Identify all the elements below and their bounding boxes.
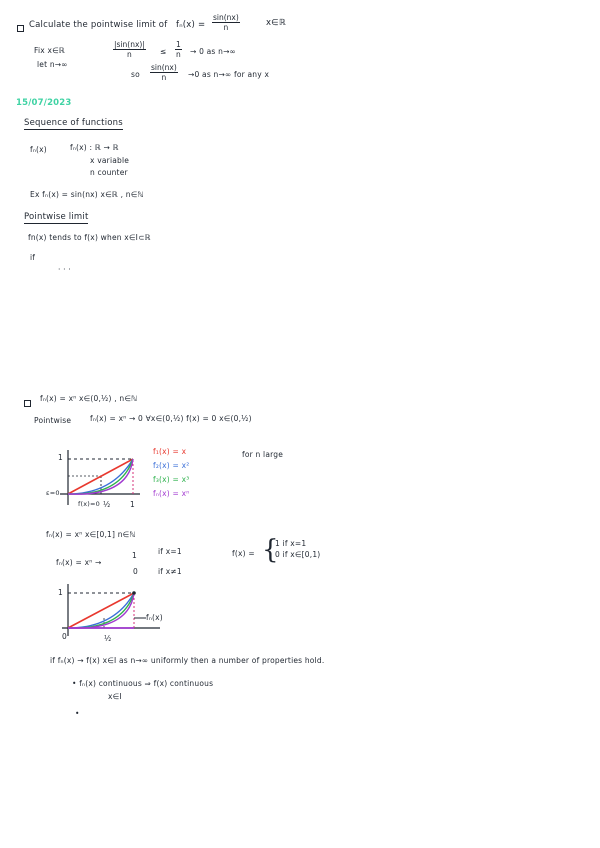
graph2-zero-label: 0 bbox=[62, 632, 67, 641]
abs-denominator: n bbox=[127, 50, 132, 59]
fix-line: Fix x∈ℝ bbox=[34, 46, 65, 55]
brace-icon: { bbox=[262, 535, 279, 565]
section3-heading: fₙ(x) = xⁿ x∈(0,½) , n∈ℕ bbox=[40, 394, 138, 403]
one-numerator: 1 bbox=[176, 40, 181, 49]
so-denominator: n bbox=[161, 73, 167, 82]
case0-value: 0 bbox=[133, 567, 138, 576]
legend-item-f2: f₂(x) = x² bbox=[153, 461, 190, 470]
section1-heading: Calculate the pointwise limit of bbox=[29, 20, 168, 30]
f-case0: 0 if x∈[0,1) bbox=[275, 550, 321, 559]
graph1-onex-label: 1 bbox=[130, 500, 135, 509]
curve-f2 bbox=[68, 459, 133, 494]
curve-f1-2 bbox=[68, 593, 134, 628]
checkbox-icon bbox=[24, 400, 31, 407]
curve-f3-2 bbox=[68, 593, 134, 628]
case1-value: 1 bbox=[132, 551, 137, 560]
bullet-empty: • bbox=[75, 709, 80, 718]
uniform-line: if fₙ(x) → f(x) x∈I as n→∞ uniformly then a number of properties hold. bbox=[50, 656, 325, 665]
f-definition-lhs: f(x) = bbox=[232, 549, 255, 558]
fnx-symbol: fₙ(x) bbox=[30, 145, 47, 154]
limit-lhs: fₙ(x) = xⁿ → bbox=[56, 558, 102, 567]
section1-func-fraction bbox=[212, 13, 240, 32]
f-case1: 1 if x=1 bbox=[275, 539, 307, 548]
pointwise-label: Pointwise bbox=[34, 416, 72, 425]
checkbox-icon bbox=[17, 25, 24, 32]
case1-condition: if x=1 bbox=[158, 547, 182, 556]
legend-item-fn: fₙ(x) = xⁿ bbox=[153, 489, 190, 498]
pointwise-expression: fₙ(x) = xⁿ → 0 ∀x∈(0,½) f(x) = 0 x∈(0,½) bbox=[90, 414, 252, 423]
one-over-n-fraction bbox=[175, 40, 182, 59]
date-heading: 15/07/2023 bbox=[16, 98, 72, 108]
tends-line: fn(x) tends to f(x) when x∈I⊂ℝ bbox=[28, 233, 151, 242]
section1-domain: x∈ℝ bbox=[266, 18, 286, 28]
section1-func-lhs: fₙ(x) = bbox=[176, 20, 206, 30]
graph1-half-label: ½ bbox=[103, 500, 111, 509]
arrow-zero-text: → 0 as n→∞ bbox=[190, 47, 236, 56]
graph2-half-label: ½ bbox=[104, 634, 112, 643]
n-counter: n counter bbox=[90, 168, 128, 177]
curve-fn bbox=[68, 459, 133, 494]
for-n-large: for n large bbox=[242, 450, 284, 459]
curve-f3 bbox=[68, 459, 133, 494]
fraction-numerator: sin(nx) bbox=[213, 13, 239, 22]
so-fraction bbox=[150, 63, 178, 82]
if-word: if bbox=[30, 253, 36, 262]
graph2-one-label: 1 bbox=[58, 588, 63, 597]
so-numerator: sin(nx) bbox=[151, 63, 177, 72]
leq-symbol: ≤ bbox=[160, 47, 167, 56]
definition-2: fₙ(x) = xⁿ x∈[0,1] n∈ℕ bbox=[46, 530, 136, 539]
curve-f1 bbox=[68, 459, 133, 494]
so-rest: →0 as n→∞ for any x bbox=[188, 70, 270, 79]
graph1-eps-label: ε=0 bbox=[46, 489, 60, 497]
legend-item-f1: f₁(x) = x bbox=[153, 447, 187, 456]
graph1-f0-label: f(x)=0 bbox=[78, 500, 100, 508]
let-line: let n→∞ bbox=[37, 60, 68, 69]
bullet-continuity-sub: x∈I bbox=[108, 692, 122, 701]
map-line: fₙ(x) : ℝ → ℝ bbox=[70, 143, 119, 152]
ellipsis: · · · bbox=[58, 265, 71, 274]
abs-numerator: |sin(nx)| bbox=[114, 40, 145, 49]
x-variable: x variable bbox=[90, 156, 130, 165]
so-word: so bbox=[131, 70, 140, 79]
graph1-one-label: 1 bbox=[58, 453, 63, 462]
fraction-denominator: n bbox=[223, 23, 229, 32]
curve-fn-2 bbox=[68, 593, 134, 628]
legend-item-f3: f₃(x) = x³ bbox=[153, 475, 190, 484]
example-line: Ex fₙ(x) = sin(nx) x∈ℝ , n∈ℕ bbox=[30, 190, 144, 199]
one-denominator: n bbox=[176, 50, 181, 59]
graph2-fn-label: fₙ(x) bbox=[146, 613, 163, 622]
sequence-title: Sequence of functions bbox=[24, 118, 123, 128]
bullet-continuity: • fₙ(x) continuous ⇒ f(x) continuous bbox=[72, 679, 214, 688]
endpoint-dot bbox=[132, 591, 136, 595]
abs-fraction bbox=[113, 40, 146, 59]
curve-f2-2 bbox=[68, 593, 134, 628]
pointwise-title: Pointwise limit bbox=[24, 212, 89, 222]
case0-condition: if x≠1 bbox=[158, 567, 182, 576]
